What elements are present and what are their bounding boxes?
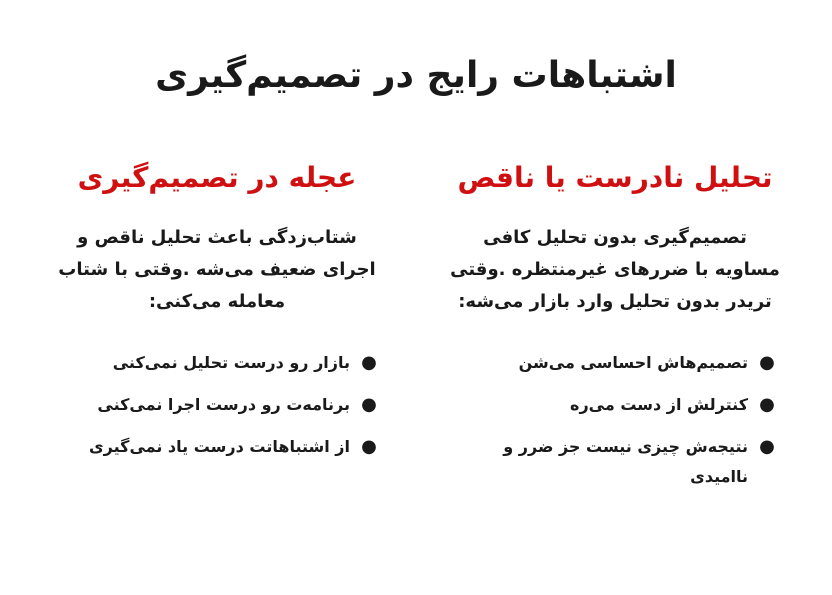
list-item-text: برنامه‌ت رو درست اجرا نمی‌کنی: [97, 395, 350, 414]
list-item-text: از اشتباهاتت درست یاد نمی‌گیری: [88, 437, 350, 456]
bullet-dot-icon: ●: [361, 352, 377, 373]
list-item: [42, 348, 378, 378]
list-item: [42, 432, 378, 462]
bullet-dot-icon: ●: [361, 394, 377, 415]
list-item: [440, 432, 776, 492]
page-title: اشتباهات رایج در تصمیم‌گیری: [155, 55, 677, 96]
bullet-list: [440, 348, 790, 492]
bullet-list: [42, 348, 392, 462]
column-incorrect-analysis: [440, 152, 790, 504]
list-item-text: بازار رو درست تحلیل نمی‌کنی: [112, 353, 350, 372]
bullet-dot-icon: ●: [361, 436, 377, 457]
list-item-text: کنترلش از دست می‌ره: [570, 395, 748, 414]
list-item: [42, 390, 378, 420]
column-description: شتاب‌زدگی باعث تحلیل ناقص و اجرای ضعیف می‌شه .وقتی با شتاب معامله می‌کنی:: [58, 227, 376, 312]
list-item-text: تصمیم‌هاش احساسی می‌شن: [518, 353, 748, 372]
column-hasty-decisions: [42, 152, 392, 474]
bullet-dot-icon: ●: [759, 352, 775, 373]
column-description: تصمیم‌گیری بدون تحلیل کافی مساویه با ضررهای غیرمنتظره .وقتی تریدر بدون تحلیل وارد بازار می‌شه:: [450, 227, 780, 312]
column-heading: تحلیل نادرست یا ناقص: [457, 161, 773, 194]
bullet-dot-icon: ●: [759, 394, 775, 415]
list-item: [440, 390, 776, 420]
bullet-dot-icon: ●: [759, 436, 775, 457]
column-heading: عجله در تصمیم‌گیری: [77, 161, 357, 194]
list-item-text: نتیجه‌ش چیزی نیست جز ضرر و ناامیدی: [503, 437, 748, 486]
list-item: [440, 348, 776, 378]
